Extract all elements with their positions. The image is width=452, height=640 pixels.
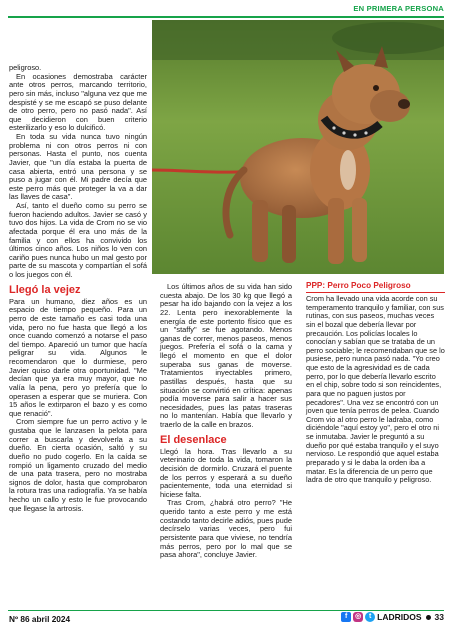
paragraph: Los últimos años de su vida han sido cuesta abajo. De los 30 kg que llegó a pesar ha ido bajando con la vejez a los 22. Lenta pero inexorablemente la energía de este portento físico que es un "staffy" se fue agotando. Menos ganas de correr, menos paseos, menos juegos. Prefería el sofá o la cama y llegó el momento en que el dolor superaba sus ganas de moverse. Tratamientos inyectables primero, pastillas después, hasta que su situación se convirtió en crítica: apenas podía moverse para salir a hacer sus necesidades, pues las patas traseras no lo mantenían. Había que llevarlo y traerlo de la calle en brazos. — [160, 282, 292, 429]
facebook-icon[interactable]: f — [341, 612, 351, 622]
dog-photo-illustration — [152, 20, 444, 274]
footer-rule — [8, 610, 444, 611]
issue-label: Nº 86 abril 2024 — [9, 614, 71, 624]
page-number: 33 — [434, 612, 444, 622]
brand-name: LADRIDOS — [377, 612, 422, 622]
article-column-1 — [9, 64, 147, 513]
paragraph: Así, tanto el dueño como su perro se fueron haciendo adultos. Javier se casó y tuvo dos hijos. La vida de Crom no se vio afectada porque él era uno más de la familia y con ellos ha convivido los últimos cinco años. Los niños lo ven con cariño pues nunca hubo un mal gesto por parte de su mascota y compartían el sofá o los juegos con él. — [9, 201, 147, 279]
bullet-dot-icon — [426, 615, 431, 620]
paragraph: En ocasiones demostraba carácter ante otros perros, marcando territorio, pero sin más, incluso "alguna vez que me despisté y se me escapó se puso delante de otro perro, pero no pasó nada". Así que decidieron con buen criterio esterilizarlo y eso lo dulcificó. — [9, 71, 147, 133]
dog-photo — [152, 20, 444, 274]
sidebar-heading: PPP: Perro Poco Peligroso — [306, 281, 445, 293]
paragraph: peligroso. — [9, 63, 42, 72]
paragraph: Llegó la hora. Tras llevarlo a su veterinario de toda la vida, tomaron la decisión de dormirlo. Cruzará el puente de los perros y esperará a su dueño pacientemente, toda una eternidad si hiciese falta. — [160, 446, 292, 499]
sidebar-box — [306, 281, 445, 485]
paragraph: Tras Crom, ¿habrá otro perro? "He querido tanto a este perro y me está costando tanto decirle adiós, pues pude decírselo varias veces, pero fui persistente para que viviese, no tendría más perros, pero por lo mal que se pasa ahora", concluye Javier. — [160, 498, 292, 560]
section-label: EN PRIMERA PERSONA — [353, 4, 444, 13]
paragraph: Para un humano, diez años es un espacio de tiempo pequeño. Para un perro de este tamaño es casi toda una vida, pero no fue hasta que llegó a los once cuando comenzó a notarse el paso del tiempo. Apareció un tumor que hacía peligrar su vida. Algunos le recomendaron que lo durmiese, pero Javier quiso darle otra oportunidad. "Me decían que ya era muy mayor, que no valía la pena, pero yo prefería que lo operasen a esperar que se muriera. Con 15 años le extirparon el bazo y es como que renació". — [9, 296, 147, 418]
section-heading-desenlace: El desenlace — [160, 433, 227, 446]
article-column-2 — [160, 283, 292, 560]
top-rule — [8, 16, 444, 18]
instagram-icon[interactable]: ◎ — [355, 613, 362, 620]
footer-brand — [341, 612, 444, 622]
section-heading-vejez: Llegó la vejez — [9, 283, 81, 296]
twitter-icon[interactable]: t — [365, 612, 375, 622]
paragraph: Crom siempre fue un perro activo y le gustaba que le lanzasen la pelota para correr a buscarla y devolverla a su dueño. En cierta ocasión, saltó y su dueño no pudo cogerlo. En la caída se rompió un ligamento cruzado del medio de una pata trasera, pero no mostraba signos de dolor, hasta que comprobaron la rotura tras una radiografía. Ya se había hecho un callo y esto le fue provocando que llegase la artrosis. — [9, 417, 147, 513]
sidebar-paragraph: Crom ha llevado una vida acorde con su temperamento tranquilo y familiar, con sus rutinas, con sus paseos, muchas veces sin el bozal que debería llevar por precaución. Los policías locales lo conocían y sabían que se trataba de un perro sociable; le recomendaban que se lo pusiese, pero nunca pasó nada. "Yo creo que esto de la agresividad es de cada perro, por lo que debería llevarlo escrito en el chip, sobre todo si son reincidentes, para que no paguen justos por pecadores". Una vez se encontró con un joven que tenía perros de pelea. Cuando Crom vio al otro perro le ladraba, como diciéndole "aquí estoy yo", pero el otro ni se inmutaba. Javier le preguntó a su dueño por qué estaba tranquilo y el suyo nervioso. Le respondió que aquel estaba preparado y si le daba la orden iba a matar. Es la diferencia de un perro que ladra de otro que tranquilo y peligroso. — [306, 294, 445, 485]
paragraph: En toda su vida nunca tuvo ningún problema ni con otros perros ni con personas. Hasta el punto, nos cuenta Javier, que "un día estaba la puerta de casa abierta, entró una persona y se puso a jugar con él. Mi padre decía que este perro más que proteger la va a dar las llaves de casa". — [9, 132, 147, 202]
